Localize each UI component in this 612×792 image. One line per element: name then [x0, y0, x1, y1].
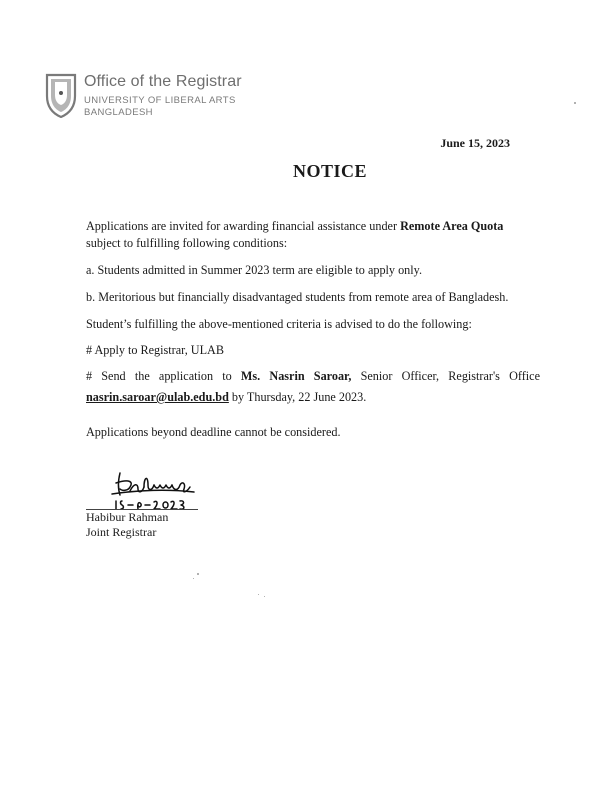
step-send-lead: # Send the application to [86, 369, 232, 383]
contact-name: Ms. Nasrin Saroar, [240, 369, 352, 383]
contact-email-link[interactable]: nasrin.saroar@ulab.edu.bd [86, 390, 229, 404]
signatory-designation: Joint Registrar [86, 525, 157, 539]
closing-line: Applications beyond deadline cannot be considered. [86, 425, 341, 439]
scan-speck [197, 573, 199, 575]
scan-speck [264, 596, 265, 597]
intro-lead: Applications are invited for awarding financial assistance under [86, 219, 398, 233]
notice-date: June 15, 2023 [440, 136, 510, 150]
scan-speck [258, 594, 259, 595]
contact-role: Senior Officer, Registrar's Office [360, 369, 540, 383]
handwritten-signature [108, 467, 198, 513]
step-apply: # Apply to Registrar, ULAB [86, 343, 224, 357]
step-send-line [86, 368, 540, 385]
signatory-name: Habibur Rahman [86, 510, 169, 524]
university-logo-icon [44, 72, 78, 118]
scan-speck [574, 102, 576, 104]
university-name: UNIVERSITY OF LIBERAL ARTS [84, 95, 236, 106]
office-title: Office of the Registrar [84, 73, 242, 90]
remote-area-quota: Remote Area Quota [400, 219, 504, 233]
step-send-email-line [86, 389, 540, 406]
condition-b: b. Meritorious but financially disadvantaged students from remote area of Bangladesh. [86, 290, 509, 304]
university-country: BANGLADESH [84, 107, 153, 118]
notice-title: NOTICE [292, 161, 367, 181]
scan-speck [193, 578, 194, 579]
advice-line: Student’s fulfilling the above-mentioned criteria is advised to do the following: [86, 317, 472, 331]
intro-paragraph [86, 218, 540, 252]
deadline-text: by Thursday, 22 June 2023. [231, 390, 367, 404]
intro-tail: subject to fulfilling following conditions: [86, 236, 288, 250]
condition-a: a. Students admitted in Summer 2023 term are eligible to apply only. [86, 263, 422, 277]
